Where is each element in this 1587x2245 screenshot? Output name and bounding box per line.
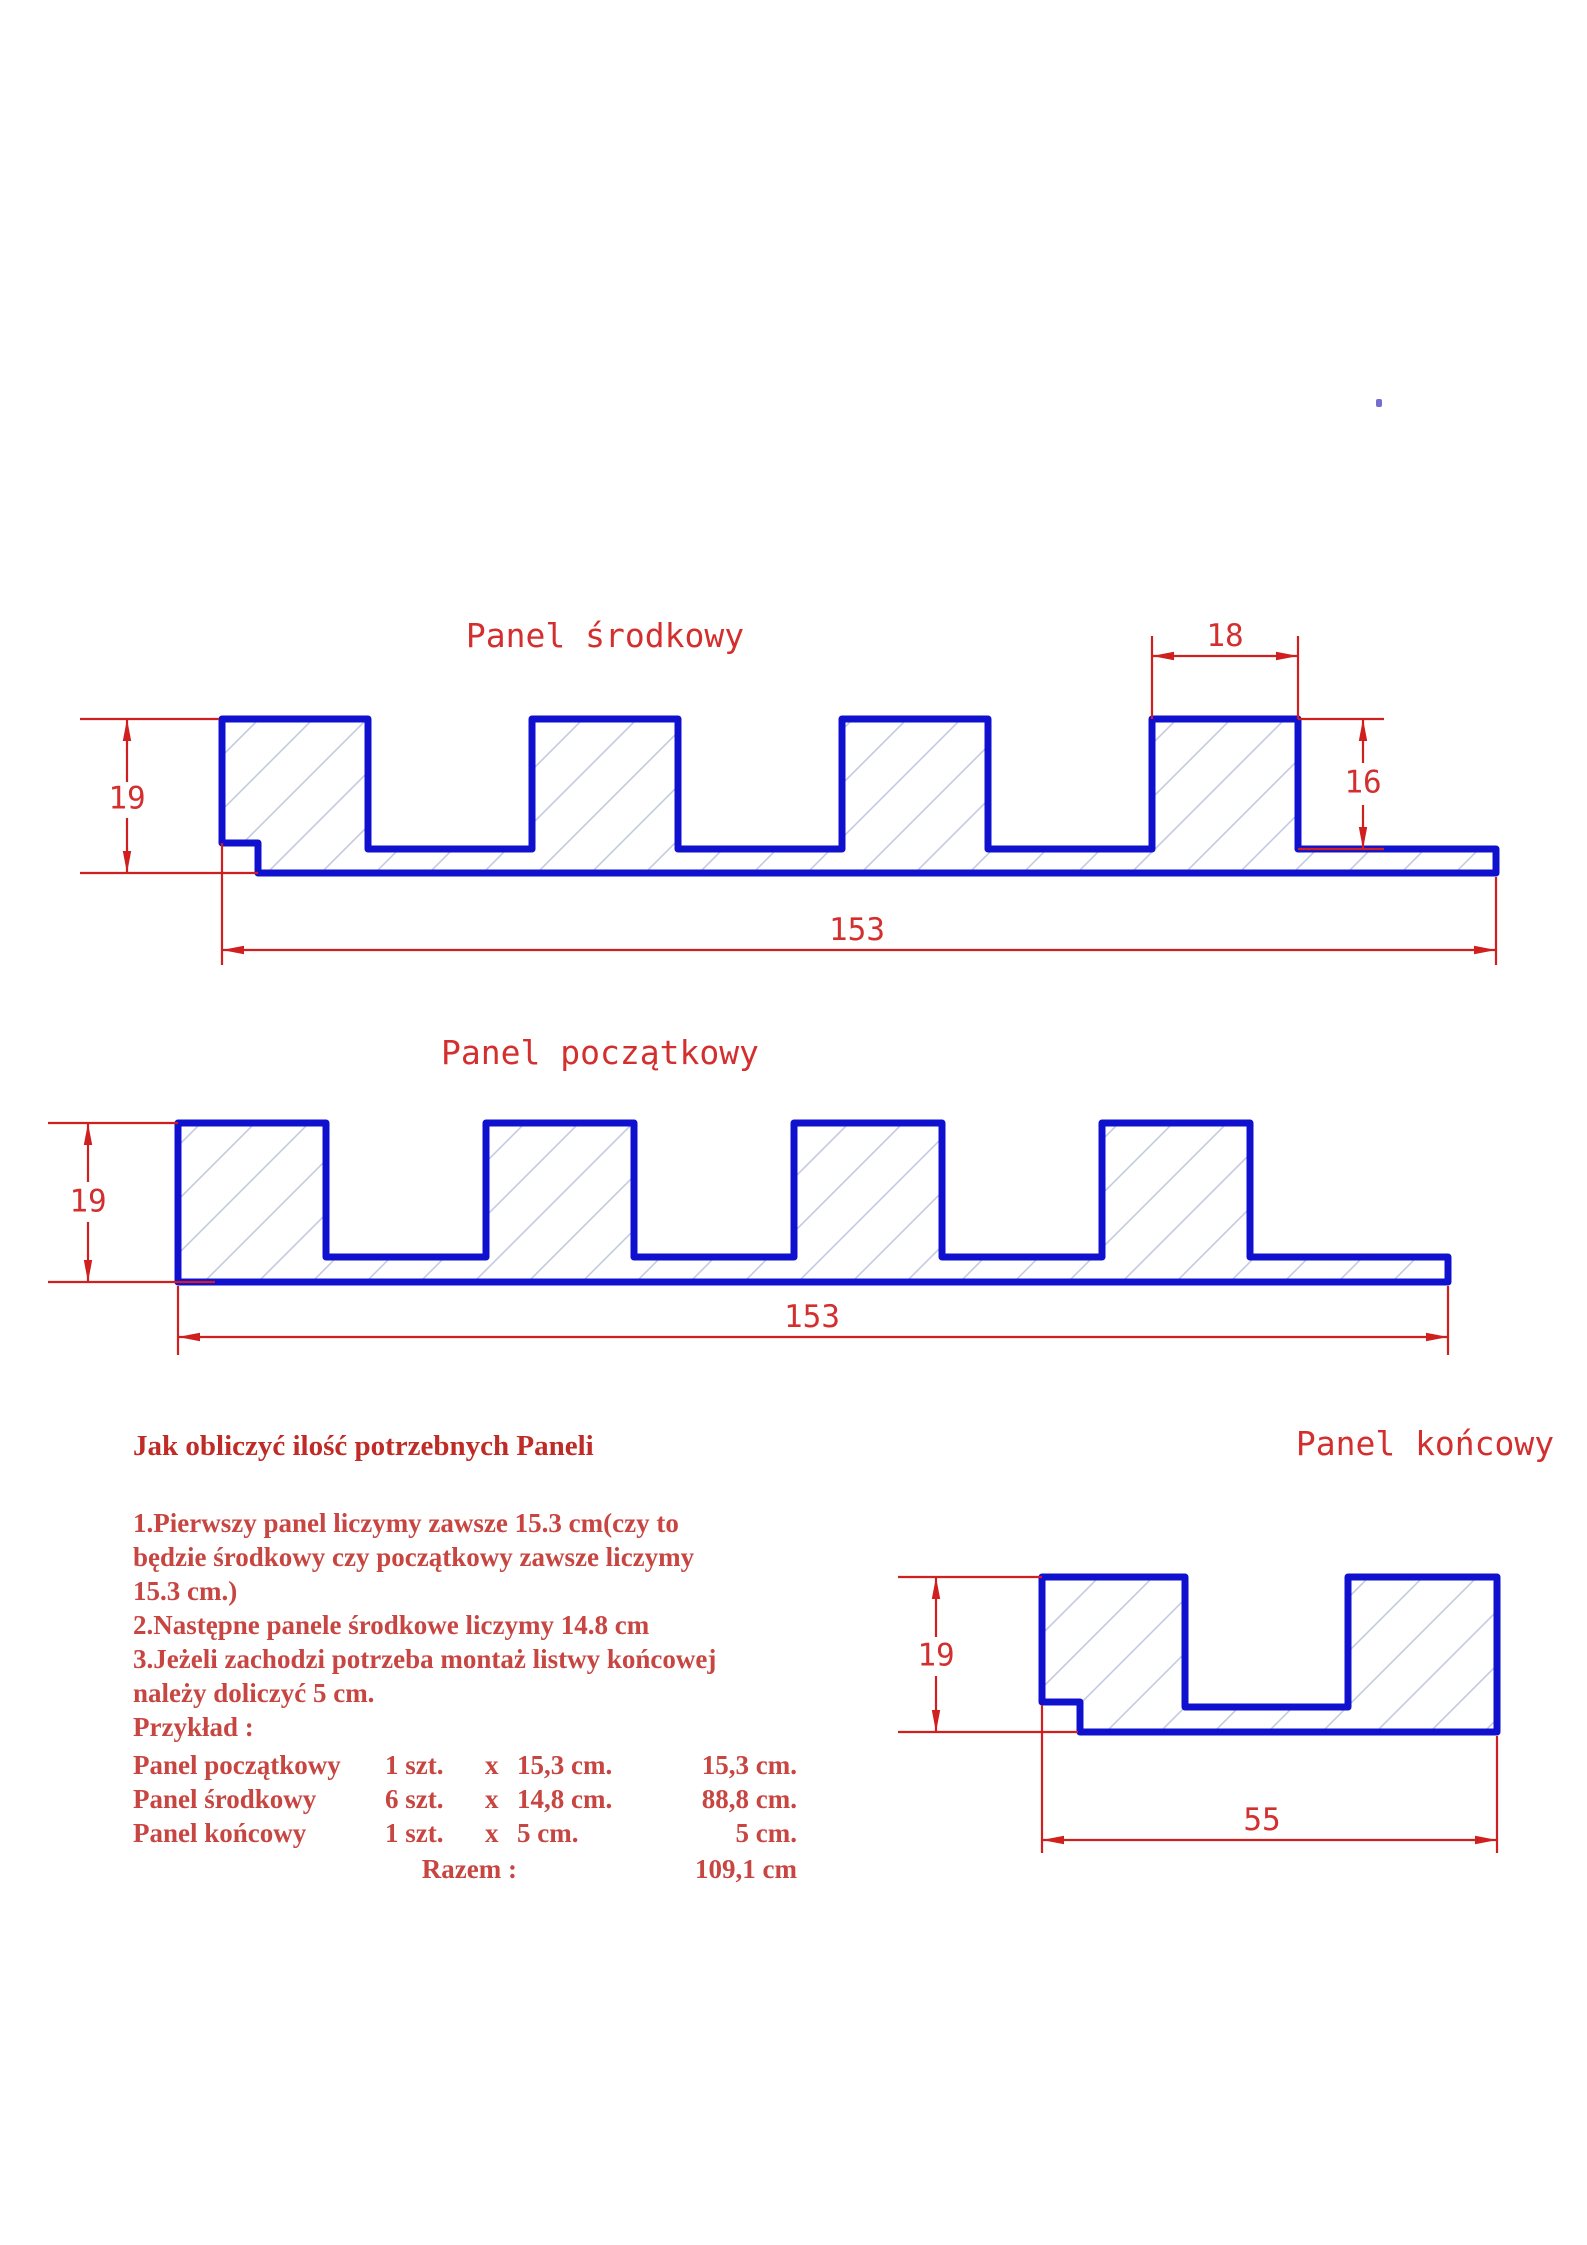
instruction-line: 3.Jeżeli zachodzi potrzeba montaż listwy końcowej [133,1644,717,1674]
example-total-label: Razem : [421,1854,517,1884]
example-total-value: 109,1 cm [695,1854,797,1884]
koncowy-profile-outline [1042,1577,1497,1732]
koncowy-dim-length-label: 55 [1243,1802,1281,1838]
poczatkowy-profile-outline [178,1123,1448,1282]
drawing-poczatkowy [0,1000,1587,1400]
example-subtotal: 88,8 cm. [701,1784,797,1814]
instruction-line: należy doliczyć 5 cm. [133,1678,375,1708]
example-subtotal: 5 cm. [735,1818,797,1848]
srodkowy-dim-slat-width-label: 18 [1206,618,1244,654]
srodkowy-dim-slat-height-label: 16 [1344,764,1382,801]
instructions-body [133,1506,716,1744]
example-panel-name: Panel środkowy [133,1784,317,1814]
instruction-line: Przykład : [133,1712,254,1742]
example-panel-name: Panel początkowy [133,1750,341,1780]
example-times: x [485,1750,499,1780]
example-times: x [485,1784,499,1814]
example-unit-size: 14,8 cm. [517,1784,613,1814]
srodkowy-dim-length-label: 153 [829,912,885,948]
drawing-srodkowy [0,600,1587,1020]
example-row [133,1782,797,1816]
example-row [133,1816,797,1850]
example-qty: 6 szt. [385,1784,444,1814]
scan-artifact-dot [1376,399,1382,407]
example-subtotal: 15,3 cm. [701,1750,797,1780]
example-unit-size: 15,3 cm. [517,1750,613,1780]
instruction-line: będzie środkowy czy początkowy zawsze liczymy [133,1542,695,1572]
drawing-title-koncowy: Panel końcowy [1295,1424,1555,1463]
instruction-line: 15.3 cm.) [133,1576,238,1606]
example-panel-name: Panel końcowy [133,1818,307,1848]
example-row [133,1748,797,1782]
poczatkowy-dim-length-label: 153 [784,1299,840,1335]
srodkowy-dim-height-label: 19 [108,780,146,817]
instructions-heading: Jak obliczyć ilość potrzebnych Paneli [133,1430,594,1462]
drawing-title-poczatkowy: Panel początkowy [441,1033,759,1072]
example-qty: 1 szt. [385,1818,444,1848]
koncowy-dim-height-label: 19 [917,1637,955,1674]
instruction-line: 1.Pierwszy panel liczymy zawsze 15.3 cm(czy to [133,1508,679,1538]
poczatkowy-dim-height-label: 19 [69,1183,107,1220]
drawing-title-srodkowy: Panel środkowy [465,616,745,655]
example-qty: 1 szt. [385,1750,444,1780]
example-unit-size: 5 cm. [517,1818,579,1848]
example-times: x [485,1818,499,1848]
instruction-line: 2.Następne panele środkowe liczymy 14.8 cm [133,1610,650,1640]
example-total-row [133,1852,797,1886]
